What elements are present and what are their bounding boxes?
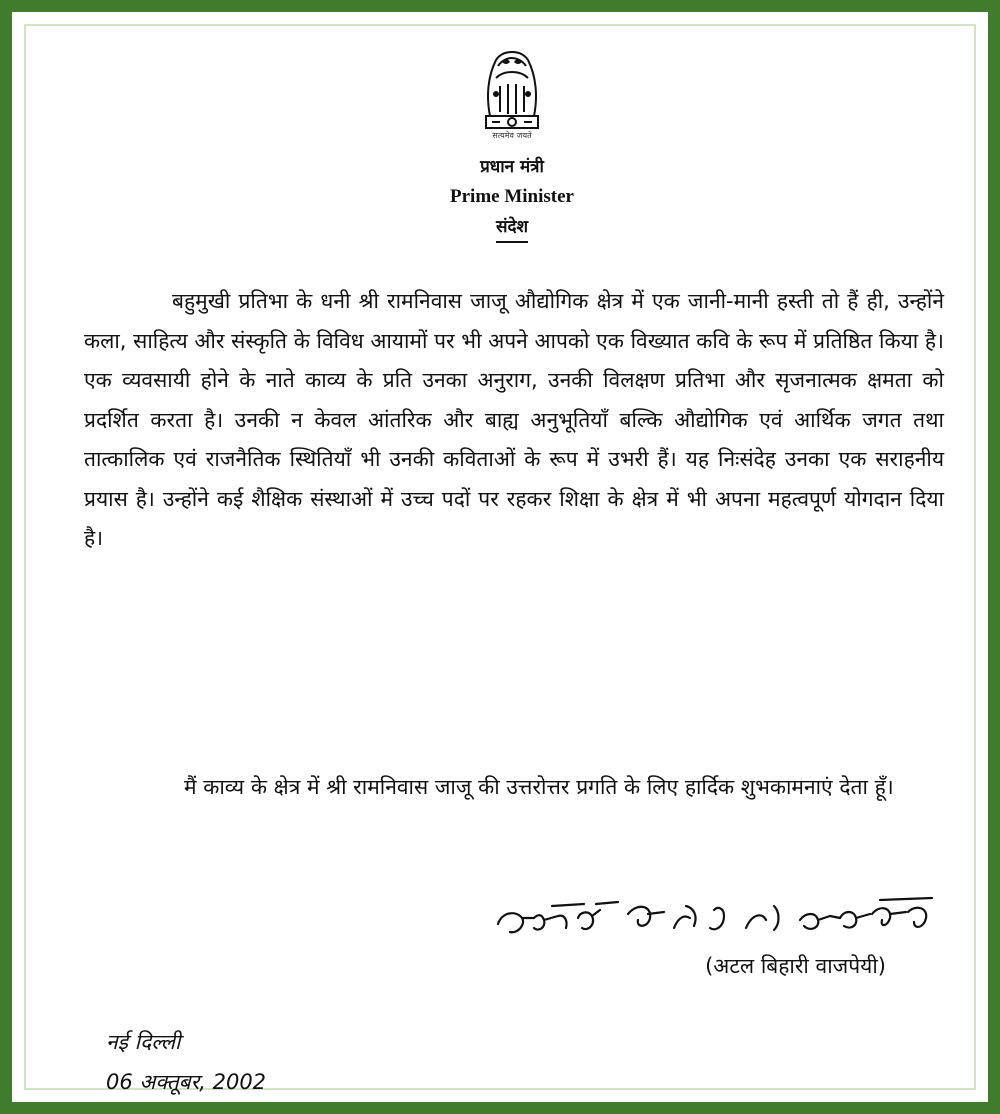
signatory-name: (अटल बिहारी वाजपेयी) xyxy=(705,954,886,978)
body-paragraph-2: मैं काव्य के क्षेत्र में श्री रामनिवास जाजू की उत्तरोत्तर प्रगति के लिए हार्दिक शुभकामनाएं देता हूँ। xyxy=(184,775,894,799)
emblem-motto: सत्यमेव जयते xyxy=(492,131,532,140)
handwritten-signature xyxy=(488,884,948,954)
place-line: नई दिल्ली xyxy=(106,1030,181,1054)
office-title-hindi: प्रधान मंत्री xyxy=(480,157,544,177)
date-line: 06 अक्तूबर, 2002 xyxy=(106,1070,267,1094)
message-heading xyxy=(412,214,612,237)
letter-sheet xyxy=(26,26,974,1094)
body-paragraph-1: बहुमुखी प्रतिभा के धनी श्री रामनिवास जाजू औद्योगिक क्षेत्र में एक जानी-मानी हस्ती तो हैं ही, उन्होंने कला, साहित्य और संस्कृति के विविध आयामों पर भी अपने आपको एक विख्यात कवि के रूप में प्रतिष्ठित किया है। एक व्यवसायी होने के नाते काव्य के प्रति उनका अनुराग, उनकी विलक्षण प्रतिभा और सृजनात्मक क्षमता को प्रदर्शित करता है। उनकी न केवल आंतरिक और बाह्य अनुभूतियाँ बल्कि औद्योगिक एवं आर्थिक जगत तथा तात्कालिक एवं राजनैतिक स्थितियाँ भी उनकी कविताओं के रूप में उभरी हैं। यह निःसंदेह उनका एक सराहनीय प्रयास है। उन्होंने कई शैक्षिक संस्थाओं में उच्च पदों पर रहकर शिक्षा के क्षेत्र में भी अपना महत्वपूर्ण योगदान दिया है। xyxy=(84,289,944,550)
office-title-english: Prime Minister xyxy=(450,186,574,207)
message-heading-text: संदेश xyxy=(496,217,528,243)
